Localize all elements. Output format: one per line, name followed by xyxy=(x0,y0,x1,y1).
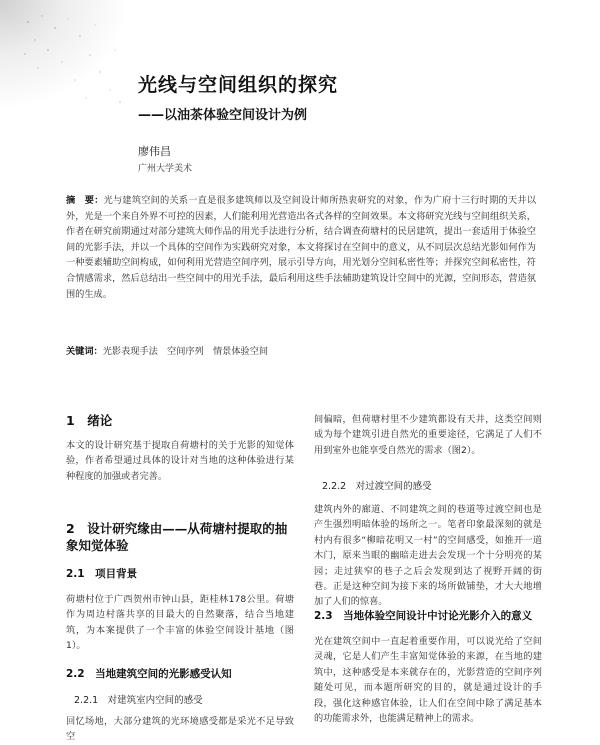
section-2-1-paragraph: 荷塘村位于广西贺州市钟山县，距桂林178公里。荷塘作为周边村落共享的目最大的自然聚落，结合当地建筑，为本案提供了一个丰富的体验空间设计基地（图1）。 xyxy=(66,594,294,652)
author-name: 廖伟昌 xyxy=(138,145,171,158)
section-2-1-heading: 2.1 项目背景 xyxy=(66,568,138,580)
section-2-3-heading: 2.3 当地体验空间设计中讨论光影介入的意义 xyxy=(314,610,533,622)
paper-title: 光线与空间组织的探究 xyxy=(138,74,339,96)
section-1-paragraph: 本文的设计研究基于提取自荷塘村的关于光影的知觉体验，作者希望通过具体的设计对当地的这种体验进行某种程度的加强或者完善。 xyxy=(66,440,294,482)
section-2-2-1-paragraph: 回忆场地，大部分建筑的光环境感受都是采光不足导致空 xyxy=(66,716,294,743)
abstract-text: 光与建筑空间的关系一直是很多建筑师以及空间设计师所热衷研究的对象，作为广府十三行时期的天井以外，光是一个来自外界不可控的因素，人们能利用光营造出各式各样的空间效果。本文将研究光线与空间组织关系，作者在研究前期通过对部分建筑大师作品的用光手法进行分析，结合调查荷塘村的民居建筑，提出一套适用于体验空间的光影手法，并以一个具体的空间作为实践研究对象，本文将探讨在空间中的意义，从不同层次总结光影如何作为一种要素辅助空间构成，如何利用光营造空间序列，展示引导方向，用光划分空间私密性等；并探究空间私密性，符合情感需求，然后总结出一些空间中的用光手法，最后利用这些手法辅助建筑设计空间中的光源，空间形态，营造氛围的生成。 xyxy=(66,195,537,300)
section-2-2-1-continued: 间偏暗，但荷塘村里不少建筑都设有天井，这类空间则成为每个建筑引进自然光的重要途径，它满足了人们不用到室外也能享受自然光的需求（图2）。 xyxy=(314,414,542,456)
section-2-2-2-heading: 2.2.2 对过渡空间的感受 xyxy=(322,481,432,492)
section-2-2-2-paragraph: 建筑内外的廊道、不同建筑之间的巷道等过渡空间也是产生强烈明暗体验的场所之一。笔者印象最深刻的就是村内有很多“柳暗花明又一村”的空间感受，如推开一道木门，原来当眼的幽暗走进去会发现一个十分明亮的某园；走过狭窄的巷子之后会发现到达了视野开阔的街巷。正是这种空间为接下来的场所做铺垫，才大大地增加了人们的惊喜。 xyxy=(314,504,542,608)
section-1-heading: 1 绪论 xyxy=(66,413,113,428)
paper-subtitle: ——以油茶体验空间设计为例 xyxy=(138,108,308,123)
abstract-label: 摘 要： xyxy=(66,195,104,206)
keywords xyxy=(66,343,536,357)
author-affiliation: 广州大学美术 xyxy=(138,164,193,174)
scan-noise xyxy=(20,10,130,120)
section-2-2-1-heading: 2.2.1 对建筑室内空间的感受 xyxy=(74,695,203,706)
keywords-label: 关键词： xyxy=(66,346,103,357)
keywords-text: 光影表现手法 空间序列 情景体验空间 xyxy=(102,346,269,357)
section-2-3-paragraph: 光在建筑空间中一直起着重要作用，可以说光给了空间灵魂，它是人们产生丰富知觉体验的来源，在当地的建筑中，这种感受是本来就存在的，光影营造的空间序列随处可见，而本题所研究的目的，就是通过设计的手段，强化这种感官体验，让人们在空间中除了满足基本的功能需求外，也能满足精神上的需求。 xyxy=(314,636,542,725)
abstract xyxy=(66,193,536,302)
section-2-heading: 2 设计研究缘由——从荷塘村提取的抽象知觉体验 xyxy=(66,521,288,553)
section-2-2-heading: 2.2 当地建筑空间的光影感受认知 xyxy=(66,668,232,680)
